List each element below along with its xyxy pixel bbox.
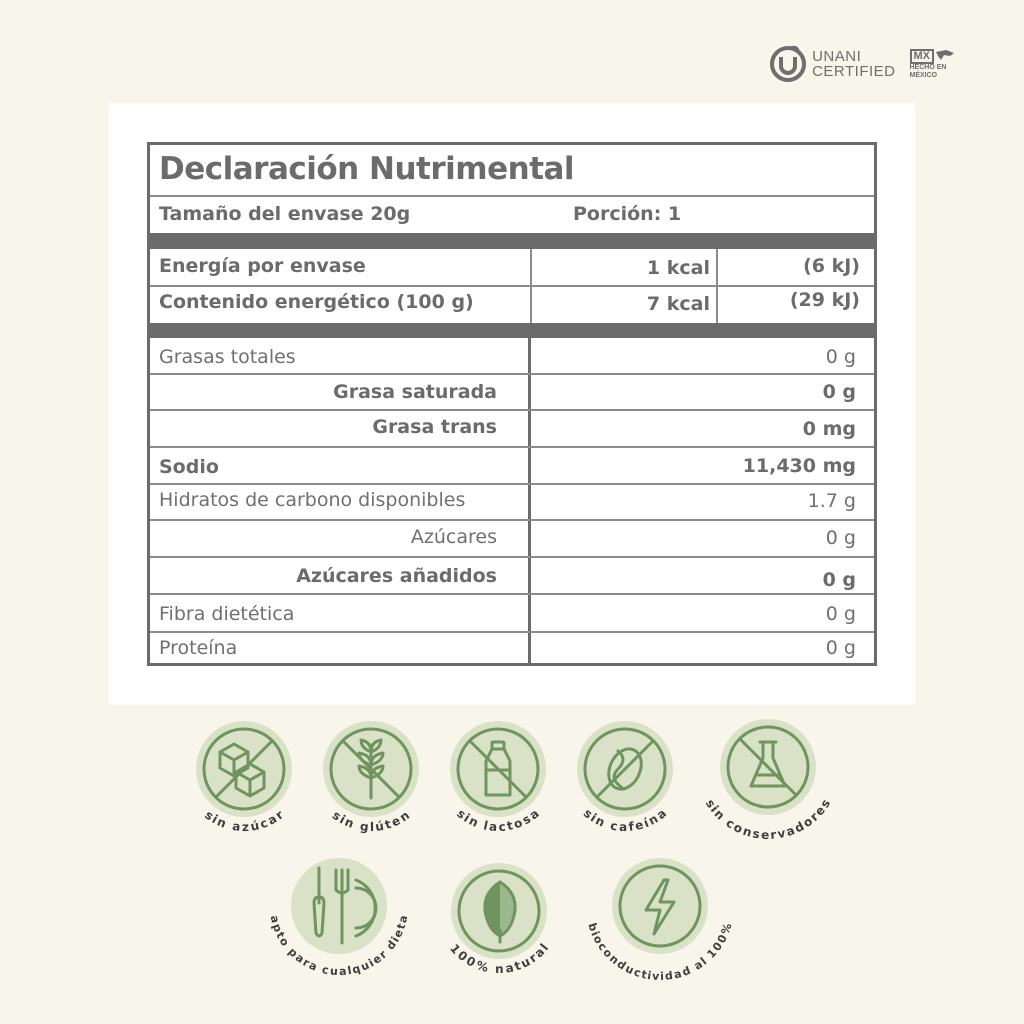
mx-line1: HECHO EN: [909, 63, 947, 71]
portion: Porción: 1: [573, 203, 682, 225]
badge-label: sin azúcar: [202, 807, 286, 835]
energy100-kj: (29 kJ): [789, 289, 860, 311]
nutrient-value: 0 g: [822, 569, 856, 591]
nutrient-label: Sodio: [159, 456, 219, 478]
badge-label: sin conservadores: [702, 796, 834, 843]
badge-sin-cafeina: [577, 721, 673, 817]
badge-label: 100% natural: [447, 941, 552, 977]
energy-label: Energía por envase: [159, 255, 366, 277]
nutrient-value: 0 mg: [802, 418, 856, 440]
badge-100-natural: [451, 863, 547, 959]
nutrient-label: Azúcares: [410, 526, 497, 548]
badge-label: bioconductividad al 100%: [585, 921, 735, 984]
nutrient-label: Grasa trans: [372, 416, 497, 438]
badge-label: sin glúten: [329, 808, 413, 835]
nutrient-value: 0 g: [825, 637, 856, 659]
mx-line2: MÉXICO: [909, 71, 938, 79]
badge-sin-azucar: [196, 721, 292, 817]
badge-label: apto para cualquier dieta: [267, 914, 411, 979]
badge-label: sin lactosa: [454, 806, 542, 835]
mx-badge: MX: [910, 49, 935, 64]
unani-line1: UNANI: [812, 48, 862, 65]
nutrient-value: 0 g: [825, 603, 856, 625]
badge-label: sin cafeína: [580, 806, 670, 835]
unani-line2: CERTIFIED: [812, 63, 896, 80]
badge-sin-gluten: [323, 721, 419, 817]
nutrient-value: 0 g: [822, 381, 856, 403]
nutrient-value: 1.7 g: [807, 490, 856, 512]
badge-sin-conservadores: [720, 719, 816, 815]
nutrient-label: Fibra dietética: [159, 603, 295, 625]
energy100-label: Contenido energético (100 g): [159, 291, 474, 313]
nutrient-label: Hidratos de carbono disponibles: [159, 489, 466, 511]
nutrient-value: 0 g: [825, 527, 856, 549]
energy100-kcal: 7 kcal: [646, 293, 710, 315]
nutrient-value: 11,430 mg: [742, 455, 856, 477]
badge-apto-dieta: [291, 858, 387, 954]
nutrient-label: Proteína: [159, 637, 238, 659]
badge-sin-lactosa: [450, 721, 546, 817]
nutrient-value: 0 g: [825, 346, 856, 368]
nutrition-title: Declaración Nutrimental: [159, 151, 575, 187]
nutrient-label: Azúcares añadidos: [296, 565, 497, 587]
nutrient-label: Grasas totales: [159, 346, 296, 368]
container-size: Tamaño del envase 20g: [159, 203, 411, 225]
badge-bioconductividad: [612, 858, 708, 954]
energy-kj: (6 kJ): [803, 255, 860, 277]
energy-kcal: 1 kcal: [646, 257, 710, 279]
nutrient-label: Grasa saturada: [333, 381, 497, 403]
